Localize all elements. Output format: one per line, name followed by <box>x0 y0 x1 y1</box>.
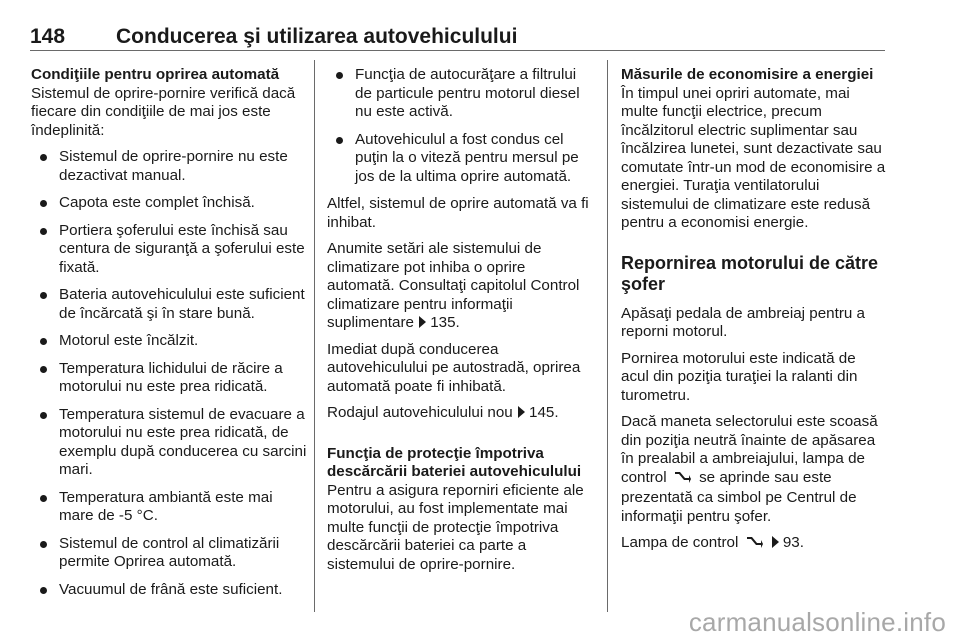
list-item: Autovehiculul a fost condus cel puţin la o viteză pentru mersul pe jos de la ultima oprire automată. <box>327 131 595 187</box>
section-heading-battery-protection: Funcţia de protecţie împotriva descărcării bateriei autovehiculului <box>327 444 582 480</box>
column-divider <box>607 60 608 612</box>
list-item: Temperatura sistemul de evacuare a motorului nu este prea ridicată, de exemplu după conducerea cu sarcini mari. <box>31 406 307 480</box>
paragraph: Pentru a asigura reporniri eficiente ale motorului, au fost implementate mai multe funcţii de protecţie împotriva descărcării bateriei ca parte a sistemului de oprire-pornire. <box>327 481 584 573</box>
bullet-icon <box>40 228 47 235</box>
column-left <box>31 66 307 608</box>
page-reference-link[interactable]: 135. <box>430 314 460 331</box>
bullet-icon <box>40 200 47 207</box>
bullet-icon <box>40 587 47 594</box>
bullet-icon <box>40 366 47 373</box>
page-reference-link[interactable]: 145. <box>529 404 559 421</box>
bullet-icon <box>40 541 47 548</box>
bullet-icon <box>336 72 343 79</box>
column-right <box>621 66 886 563</box>
paragraph: Pornirea motorului este indicată de acul din poziţia turaţiei la ralanti din turometru. <box>621 349 858 404</box>
reference-arrow-icon <box>518 406 525 418</box>
paragraph-running-in-reference: Rodajul autovehiculului nou 145. <box>327 404 559 421</box>
bullet-icon <box>336 137 343 144</box>
column-middle <box>327 66 595 582</box>
reference-arrow-icon <box>419 316 426 328</box>
section-heading-auto-stop-conditions: Condiţiile pentru oprirea automată <box>31 66 280 83</box>
paragraph: În timpul unei opriri automate, mai multe funcţii electrice, precum încălzitorul electric suplimentar sau încălzirea lunetei, sunt dezactivate sau comutate într-un mod de economisire a energiei. Turaţia ventilatorului sistemului de climatizare este redusă pentru a economisi energie. <box>621 84 886 231</box>
bullet-icon <box>40 154 47 161</box>
bullet-icon <box>40 412 47 419</box>
watermark: carmanualsonline.info <box>688 607 946 637</box>
conditions-list-continued <box>327 66 595 186</box>
paragraph: Imediat după conducerea autovehiculului pe autostradă, oprirea automată poate fi inhibată. <box>327 340 581 395</box>
conditions-list <box>31 148 307 599</box>
page-title: Conducerea şi utilizarea autovehiculului <box>116 25 518 48</box>
stop-start-lamp-icon <box>746 535 764 555</box>
list-item: Motorul este încălzit. <box>31 332 307 351</box>
paragraph: Altfel, sistemul de oprire automată va fi inhibat. <box>327 195 589 231</box>
reference-arrow-icon <box>772 536 779 548</box>
paragraph-control-lamp: Dacă maneta selectorului este scoasă din poziţia neutră înainte de apăsarea în prealabil a ambreiajului, lampa de control se aprinde sau este prezentată ca simbol pe Centrul de informaţii pentru şofer. <box>621 413 878 525</box>
paragraph: Apăsaţi pedala de ambreiaj pentru a reporni motorul. <box>621 304 866 340</box>
list-item: Temperatura lichidului de răcire a motorului nu este prea ridicată. <box>31 360 307 397</box>
list-item: Sistemul de control al climatizării permite Oprirea automată. <box>31 535 307 572</box>
page-number: 148 <box>30 25 66 48</box>
bullet-icon <box>40 338 47 345</box>
column-divider <box>314 60 315 612</box>
bullet-icon <box>40 292 47 299</box>
stop-start-lamp-icon <box>674 470 692 490</box>
paragraph-control-lamp-reference: Lampa de control 93. <box>621 534 886 555</box>
list-item: Bateria autovehiculului este suficient de încărcată şi în stare bună. <box>31 286 307 323</box>
list-item: Sistemul de oprire-pornire nu este dezactivat manual. <box>31 148 307 185</box>
paragraph: Sistemul de oprire-pornire verifică dacă fiecare din condiţiile de mai jos este îndeplinită: <box>31 84 296 139</box>
bullet-icon <box>40 495 47 502</box>
list-item: Capota este complet închisă. <box>31 194 307 213</box>
list-item: Vacuumul de frână este suficient. <box>31 581 307 600</box>
list-item: Portiera şoferului este închisă sau centura de siguranţă a şoferului este fixată. <box>31 222 307 278</box>
list-item: Funcţia de autocurăţare a filtrului de particule pentru motorul diesel nu este activă. <box>327 66 595 122</box>
list-item: Temperatura ambiantă este mai mare de -5 °C. <box>31 489 307 526</box>
paragraph-climate-reference: Anumite setări ale sistemului de climatizare pot inhiba o oprire automată. Consultaţi capitolul Control climatizare pentru informaţii suplimentare 135. <box>327 240 580 331</box>
page-header <box>30 10 885 51</box>
section-heading-energy-saving: Măsurile de economisire a energiei <box>621 66 874 83</box>
section-heading-restart-by-driver: Repornirea motorului de către şofer <box>621 252 879 294</box>
page-reference-link[interactable]: 93. <box>782 534 804 551</box>
